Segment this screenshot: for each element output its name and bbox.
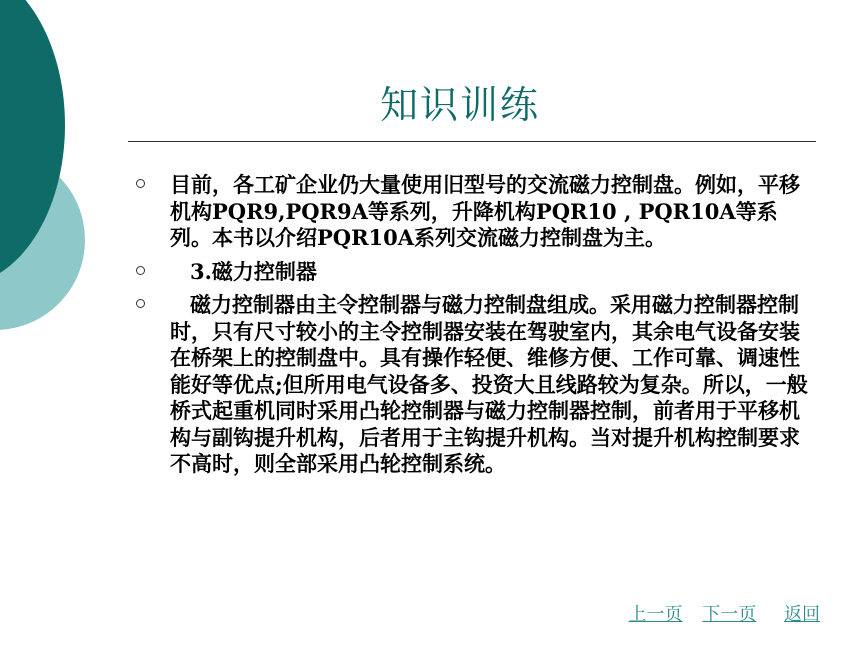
prev-page-link[interactable]: 上一页: [628, 604, 683, 625]
slide-navigation: [615, 600, 820, 626]
bullet-text: 目前，各工矿企业仍大量使用旧型号的交流磁力控制盘。例如，平移机构PQR9,PQR9A等系列，升降机构PQR10 , PQR10A等系列。本书以介绍PQR10A系列交流磁力控制盘为主。: [170, 172, 800, 250]
next-page-link[interactable]: 下一页: [702, 604, 757, 625]
circle-bullet-icon: [136, 266, 145, 275]
title-divider: [128, 141, 816, 142]
back-link[interactable]: 返回: [784, 604, 820, 625]
bullet-item-body: [128, 292, 818, 478]
bullet-text: 3.磁力控制器: [190, 258, 317, 284]
bullet-text: 磁力控制器由主令控制器与磁力控制盘组成。采用磁力控制器控制时，只有尺寸较小的主令控制器安装在驾驶室内，其余电气设备安装在桥架上的控制盘中。具有操作轻便、维修方便、工作可靠、调速性能好等优点;但所用电气设备多、投资大且线路较为复杂。所以，一般桥式起重机同时采用凸轮控制器与磁力控制器控制，前者用于平移机构与副钩提升机构，后者用于主钩提升机构。当对提升机构控制要求不高时，则全部采用凸轮控制系统。: [170, 292, 808, 476]
bullet-item-heading: [128, 259, 818, 286]
circle-bullet-icon: [136, 179, 145, 188]
bullet-list: [128, 172, 818, 485]
bullet-item-intro: [128, 172, 818, 252]
circle-bullet-icon: [136, 299, 145, 308]
slide-title: 知识训练: [379, 83, 540, 127]
